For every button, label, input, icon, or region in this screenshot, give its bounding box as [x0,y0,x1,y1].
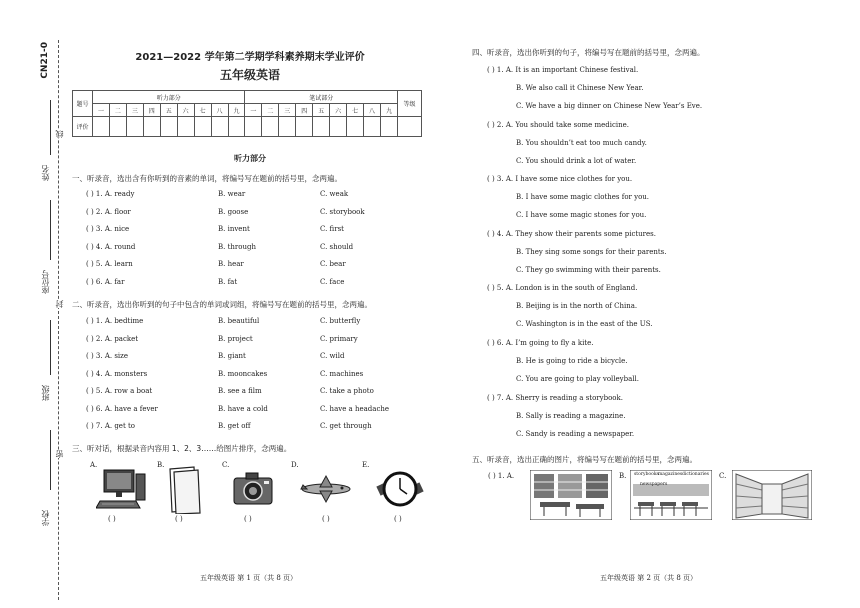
score-cell[interactable] [109,117,126,137]
answer-option: C. should [320,242,354,251]
question-item[interactable]: ( ) 6. A. far [86,278,125,286]
answer-option: B. beautiful [218,317,260,325]
seat-line [50,200,51,260]
name-line [50,100,51,155]
cut-mark: 线 [55,130,64,138]
score-cell[interactable] [245,117,262,137]
score-cell[interactable] [330,117,347,137]
answer-option: C. machines [320,369,364,378]
col-head: 二 [262,104,279,117]
col-head: 二 [109,104,126,117]
sign-label: dictionaries [682,472,709,477]
score-cell[interactable] [143,117,160,137]
answer-option: B. fat [218,278,238,286]
answer-option: B. You shouldn’t eat too much candy. [516,138,647,147]
section4-instruction: 四、听录音，选出你听到的句子，将编号写在题前的括号里，念两遍。 [472,48,705,57]
answer-option: B. He is going to ride a bicycle. [516,357,628,365]
score-cell[interactable] [262,117,279,137]
answer-option: B. Beijing is in the north of China. [516,302,638,311]
answer-option: C. You are going to play volleyball. [516,375,639,383]
picture-blank[interactable]: ( ) [175,515,183,523]
library-scene-a-icon [530,470,612,520]
cut-line [58,40,59,600]
col-head: 九 [380,104,397,117]
score-cell[interactable] [364,117,381,137]
question-item[interactable]: ( ) 5. A. London is in the south of England. [487,284,638,293]
exam-code: CN21-0 [40,42,50,79]
answer-option: B. get off [218,422,251,430]
picture-letter: A. [90,461,98,469]
library-scene-c-icon [732,470,812,520]
section5-item-prefix[interactable]: ( ) 1. A. [488,472,515,480]
answer-option: B. We also call it Chinese New Year. [516,84,644,92]
watch-icon [376,466,424,512]
score-cell[interactable] [347,117,364,137]
exam-subtitle: 五年级英语 [219,68,280,82]
option-b-label: B. [619,472,627,480]
class-label: 班级 [41,385,50,401]
question-item[interactable]: ( ) 3. A. I have some nice clothes for you. [487,175,633,184]
cut-mark: 封 [55,300,64,308]
paper-icon [166,466,202,514]
sign-label: newspapers [640,482,668,487]
question-item[interactable]: ( ) 3. A. nice [86,225,130,234]
question-item[interactable]: ( ) 1. A. bedtime [86,317,144,325]
answer-option: B. invent [218,225,250,234]
col-head: 六 [330,104,347,117]
section3-instruction: 三、听对话，根据录音内容用 1、2、3……给图片排序，念两遍。 [72,444,292,453]
answer-option: C. face [320,278,345,286]
name-label: 姓名 [41,165,50,181]
answer-option: B. have a cold [218,404,268,413]
question-item[interactable]: ( ) 6. A. have a fever [86,404,158,413]
col-head: 三 [279,104,296,117]
school-line [50,430,51,490]
col-head: 四 [143,104,160,117]
answer-option: B. They sing some songs for their parents. [516,247,667,256]
question-item[interactable]: ( ) 6. A. I’m going to fly a kite. [487,339,594,347]
col-head: 一 [93,104,110,117]
exam-title: 2021—2022 学年第二学期学科素养期末学业评价 [135,52,365,63]
question-item[interactable]: ( ) 7. A. Sherry is reading a storybook. [487,393,623,402]
answer-option: C. I have some magic stones for you. [516,211,647,220]
answer-option: B. wear [218,190,246,198]
answer-option: C. take a photo [320,387,374,395]
section1-instruction: 一、听录音，选出含有你听到的音素的单词，将编号写在题前的括号里，念两遍。 [72,174,342,183]
score-cell[interactable] [313,117,330,137]
sign-label: magazines [658,472,683,477]
picture-blank[interactable]: ( ) [108,515,116,523]
question-item[interactable]: ( ) 1. A. ready [86,190,135,198]
answer-option: B. goose [218,207,249,216]
answer-option: C. butterfly [320,317,361,325]
score-cell[interactable] [93,117,110,137]
listening-heading: 听力部分 [234,154,266,163]
footer-left: 五年级英语 第 1 页（共 8 页） [200,574,298,582]
picture-blank[interactable]: ( ) [394,515,402,523]
picture-letter: C. [222,461,230,469]
answer-option: C. bear [320,260,346,269]
answer-option: B. hear [218,260,244,269]
col-head: 七 [194,104,211,117]
question-item[interactable]: ( ) 2. A. floor [86,207,131,216]
question-item[interactable]: ( ) 4. A. monsters [86,369,148,378]
score-cell[interactable] [194,117,211,137]
score-cell[interactable] [296,117,313,137]
group-listening: 听力部分 [93,91,245,104]
answer-option: C. have a headache [320,404,390,413]
option-c-label: C. [719,472,727,480]
col-head: 七 [347,104,364,117]
picture-blank[interactable]: ( ) [322,515,330,523]
answer-option: C. Sandy is reading a newspaper. [516,429,635,438]
picture-letter: E. [362,461,370,469]
answer-option: B. project [218,334,253,343]
score-cell[interactable] [228,117,245,137]
answer-option: C. weak [320,190,349,198]
score-cell[interactable] [279,117,296,137]
answer-option: B. I have some magic clothes for you. [516,193,650,202]
row-label: 题号 [73,91,93,117]
score-cell[interactable] [160,117,177,137]
score-table [72,90,422,137]
col-head: 四 [296,104,313,117]
question-item[interactable]: ( ) 5. A. learn [86,260,133,269]
sign-label: storybooks [634,472,659,477]
question-item[interactable]: ( ) 2. A. You should take some medicine. [487,120,629,129]
footer-right: 五年级英语 第 2 页（共 8 页） [600,574,698,582]
col-head: 八 [364,104,381,117]
answer-option: C. first [320,225,344,234]
question-item[interactable]: ( ) 3. A. size [86,352,128,360]
score-cell[interactable] [380,117,397,137]
answer-option: C. primary [320,334,358,343]
question-item[interactable]: ( ) 4. A. They show their parents some pictures. [487,229,656,238]
grade-label: 等级 [398,91,422,117]
col-head: 九 [228,104,245,117]
airplane-icon [298,474,354,504]
section5-instruction: 五、听录音，选出正确的图片，将编号写在题前的括号里，念两遍。 [472,455,697,464]
answer-option: B. Sally is reading a magazine. [516,411,626,420]
section2-instruction: 二、听录音，选出你听到的句子中包含的单词或词组，将编号写在题前的括号里，念两遍。 [72,300,372,309]
col-head: 一 [245,104,262,117]
group-written: 笔试部分 [245,91,398,104]
score-cell[interactable] [177,117,194,137]
question-item[interactable]: ( ) 7. A. get to [86,422,136,430]
col-head: 六 [177,104,194,117]
row-label: 评价 [73,117,93,137]
question-item[interactable]: ( ) 2. A. packet [86,334,139,343]
question-item[interactable]: ( ) 5. A. row a boat [86,387,153,395]
col-head: 三 [126,104,143,117]
seat-label: 座位号 [41,270,50,294]
question-item[interactable]: ( ) 4. A. round [86,242,136,251]
cut-mark: 密 [55,450,64,458]
col-head: 五 [313,104,330,117]
answer-option: B. through [218,242,256,251]
score-cell[interactable] [398,117,422,137]
answer-option: B. mooncakes [218,369,268,378]
school-label: 学校 [41,510,50,526]
answer-option: C. storybook [320,207,365,216]
picture-letter: D. [291,461,299,469]
computer-icon [96,468,148,512]
answer-option: C. We have a big dinner on Chinese New Year’s Eve. [516,102,703,110]
answer-option: B. see a film [218,387,262,395]
picture-blank[interactable]: ( ) [244,515,252,523]
answer-option: C. wild [320,352,345,360]
library-scene-b-icon [630,470,712,520]
answer-option: C. Washington is in the east of the US. [516,320,653,329]
picture-letter: B. [157,461,165,469]
camera-icon [232,470,274,508]
score-cell[interactable] [126,117,143,137]
col-head: 八 [211,104,228,117]
col-head: 五 [160,104,177,117]
answer-option: C. get through [320,422,372,430]
answer-option: C. You should drink a lot of water. [516,156,637,165]
class-line [50,320,51,375]
answer-option: C. They go swimming with their parents. [516,265,661,274]
answer-option: B. giant [218,352,246,360]
score-cell[interactable] [211,117,228,137]
question-item[interactable]: ( ) 1. A. It is an important Chinese festival. [487,66,639,74]
